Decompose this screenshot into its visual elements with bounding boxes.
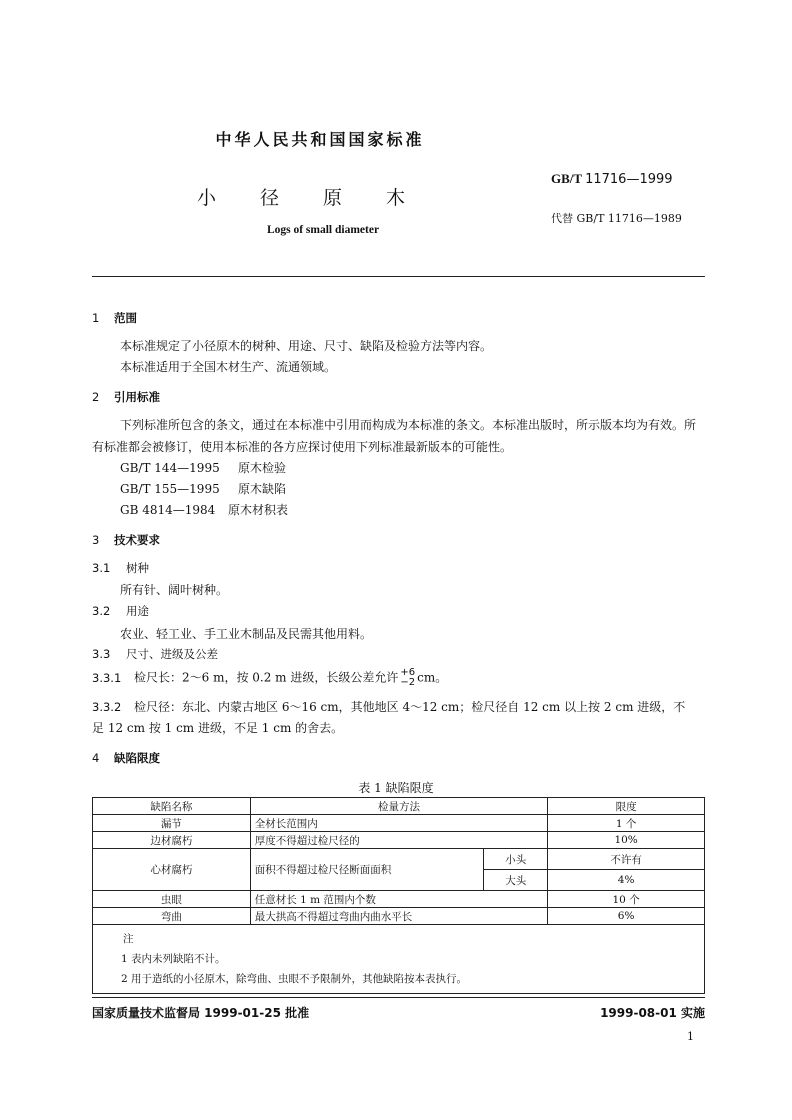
table-row: 虫眼 任意材长 1 m 范围内个数 10 个 [93,891,705,908]
defect-limits-table [92,797,705,994]
standard-number [551,171,673,187]
section-1-line-1: 本标准规定了小径原木的树种、用途、尺寸、缺陷及检验方法等内容。 [120,339,493,353]
document-title: 小径原木 [196,187,449,209]
section-4-heading: 4 缺陷限度 [92,751,160,765]
standard-code: 11716—1999 [585,172,673,187]
reference-item: GB 4814—1984 原木材积表 [120,503,289,517]
effective-date: 1999-08-01 实施 [600,1006,705,1020]
reference-item: GB/T 144—1995 原木检验 [120,461,287,475]
subsection-3-1-heading: 3.1 树种 [92,561,149,575]
subsection-3-3-2-continued: 足 12 cm 按 1 cm 进级，不足 1 cm 的舍去。 [92,721,344,735]
length-tolerance: +6 −2 [400,667,416,688]
english-title: Logs of small diameter [266,224,380,236]
table-notes-row [93,925,705,994]
subsection-3-3-1: 3.3.1 检尺长：2～6 m，按 0.2 m 进级，长级公差允许 +6 −2 cm。 [92,667,448,688]
table-row: 大头 4% [93,870,705,891]
subsection-3-3-heading: 3.3 尺寸、进级及公差 [92,647,218,661]
note-1: 1 表内未列缺陷不计。 [121,953,226,965]
standard-prefix: GB/T [551,171,582,186]
section-3-heading: 3 技术要求 [92,533,160,547]
table-row: 漏节 全材长范围内 1 个 [93,815,705,832]
approval-line: 国家质量技术监督局 1999-01-25 批准 [92,1006,310,1020]
section-2-heading: 2 引用标准 [92,390,160,404]
header-divider [92,276,705,277]
header-cell: 检量方法 [250,798,547,815]
header-cell: 限度 [548,798,705,815]
replaces-note: 代替 GB/T 11716—1989 [551,212,682,225]
subsection-3-3-2: 3.3.2 检尺径：东北、内蒙古地区 6～16 cm，其他地区 4～12 cm；检尺径自 12 cm 以上按 2 cm 进级，不 [92,700,686,714]
section-1-line-2: 本标准适用于全国木材生产、流通领域。 [120,360,337,374]
table-header-row [93,798,705,815]
note-2: 2 用于造纸的小径原木，除弯曲、虫眼不予限制外，其他缺陷按本表执行。 [121,973,468,985]
header-cell: 缺陷名称 [93,798,251,815]
subsection-3-1-text: 所有针、阔叶树种。 [120,583,229,597]
table-row: 边材腐朽 厚度不得超过检尺径的 10% [93,832,705,849]
subsection-3-2-text: 农业、轻工业、手工业木制品及民需其他用料。 [120,627,373,641]
notes-label: 注 [123,933,134,945]
page-number: 1 [687,1030,694,1043]
table-row: 心材腐朽 面积不得超过检尺径断面面积 小头 不许有 [93,849,705,870]
reference-item: GB/T 155—1995 原木缺陷 [120,482,287,496]
subsection-3-2-heading: 3.2 用途 [92,604,149,618]
section-2-paragraph: 下列标准所包含的条文，通过在本标准中引用而构成为本标准的条文。本标准出版时，所示版本均为有效。所有标准都会被修订，使用本标准的各方应探讨使用下列标准最新版本的可能性。 [92,418,697,454]
table-row: 弯曲 最大拱高不得超过弯曲内曲水平长 6% [93,908,705,925]
footer-divider [92,997,705,998]
standard-label: 中华人民共和国国家标准 [215,130,425,149]
table-caption: 表 1 缺陷限度 [358,781,434,795]
section-1-heading: 1 范围 [92,311,137,325]
